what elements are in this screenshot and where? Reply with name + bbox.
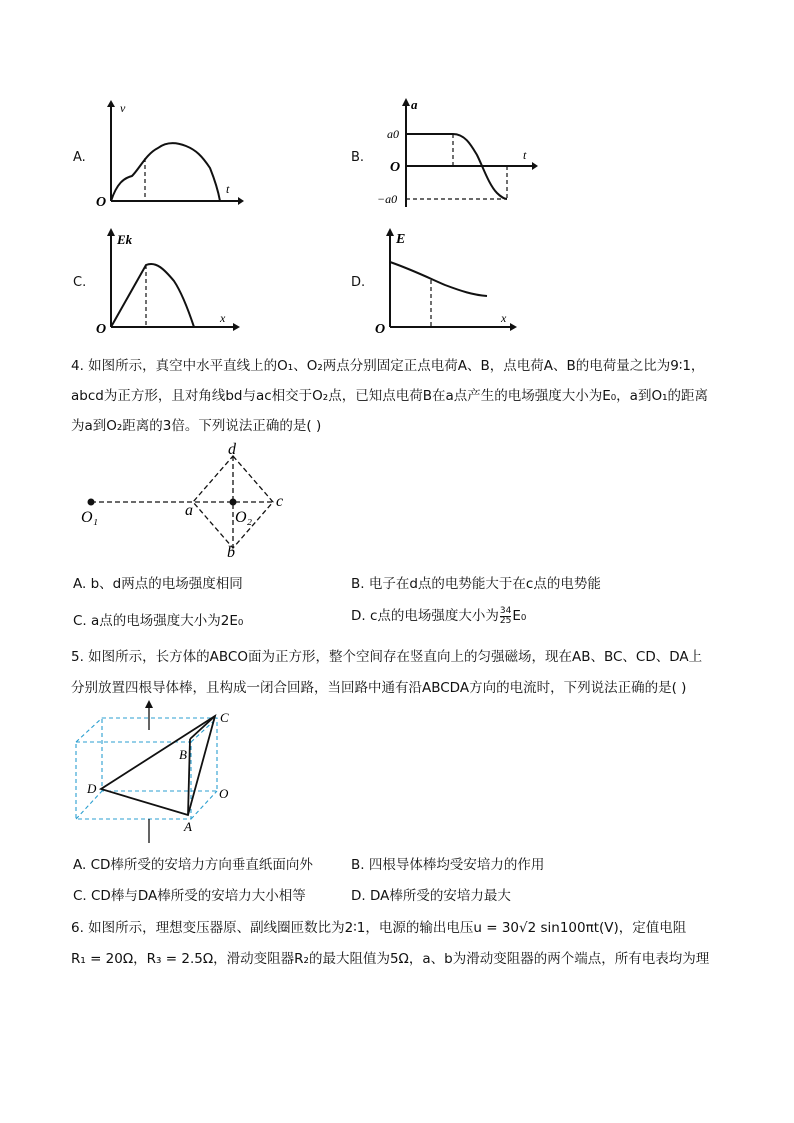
q5-option-a: A. CD棒所受的安培力方向垂直纸面向外	[73, 857, 313, 873]
q4-option-b: B. 电子在d点的电势能大于在c点的电势能	[351, 576, 601, 592]
q4-label-a: a	[185, 502, 193, 519]
q5-stem-line1: 5. 如图所示，长方体的ABCO面为正方形，整个空间存在竖直向上的匀强磁场，现在AB、BC、CD、DA上	[71, 649, 703, 665]
graph-d	[373, 225, 518, 337]
option-d-label: D.	[351, 275, 366, 290]
graph-b	[373, 95, 538, 210]
q5-stem-line2: 分别放置四根导体棒，且构成一闭合回路，当回路中通有沿ABCDA方向的电流时，下列说法正确的是( )	[71, 680, 687, 696]
q5-option-b: B. 四根导体棒均受安培力的作用	[351, 857, 545, 873]
q4-stem-line3: 为a到O₂距离的3倍。下列说法正确的是( )	[71, 418, 322, 434]
q4-option-c: C. a点的电场强度大小为2E₀	[73, 613, 244, 629]
q5-label-o: O	[219, 786, 229, 801]
graph-b-y-label: a	[411, 97, 418, 112]
q5-label-d: D	[87, 781, 97, 796]
q4-stem-line2: abcd为正方形，且对角线bd与ac相交于O₂点，已知点电荷B在a点产生的电场强度大小为E₀，a到O₁的距离	[71, 388, 708, 404]
graph-d-x-label: x	[501, 311, 507, 325]
graph-c	[92, 225, 240, 337]
graph-b-x-label: t	[523, 148, 527, 162]
q4-option-d-suffix: E₀	[512, 608, 527, 624]
graph-d-y-label: E	[396, 232, 406, 247]
q4-stem-line1: 4. 如图所示，真空中水平直线上的O₁、O₂两点分别固定正点电荷A、B，点电荷A、B的电荷量之比为9∶1，	[71, 358, 705, 374]
graph-c-origin: O	[96, 322, 107, 337]
graph-c-y-label: Ek	[117, 232, 133, 247]
graph-a-y-label: v	[120, 101, 126, 115]
q5-label-a: A	[184, 819, 192, 834]
option-b-label: B.	[351, 150, 365, 165]
q4-option-d-prefix: D. c点的电场强度大小为	[351, 608, 499, 624]
q4-label-d: d	[228, 442, 236, 458]
q4-option-d-numerator: 34	[499, 605, 512, 616]
graph-d-origin: O	[375, 322, 386, 337]
graph-a-x-label: t	[226, 182, 230, 196]
graph-a-origin: O	[96, 195, 107, 210]
q5-label-c: C	[220, 710, 229, 725]
q5-label-b: B	[179, 747, 187, 762]
q6-stem-line2: R₁ = 20Ω，R₃ = 2.5Ω，滑动变阻器R₂的最大阻值为5Ω，a、b为滑动变阻器的两个端点，所有电表均为理	[71, 951, 710, 967]
q6-stem-line1: 6. 如图所示，理想变压器原、副线圈匝数比为2∶1，电源的输出电压u = 30√2 sin100πt(V)，定值电阻	[71, 920, 687, 936]
graph-c-x-label: x	[220, 311, 226, 325]
q5-option-c: C. CD棒与DA棒所受的安培力大小相等	[73, 888, 306, 904]
q4-option-d	[351, 604, 526, 626]
option-c-label: C.	[73, 275, 87, 290]
q4-option-a: A. b、d两点的电场强度相同	[73, 576, 243, 592]
graph-b-top-tick: a0	[387, 127, 399, 141]
q4-option-d-fraction	[500, 607, 511, 626]
graph-b-bottom-tick: −a0	[377, 192, 398, 206]
graph-b-origin: O	[390, 160, 401, 175]
option-a-label: A.	[73, 150, 86, 165]
graph-a	[92, 98, 244, 212]
q5-option-d: D. DA棒所受的安培力最大	[351, 888, 511, 904]
q4-option-d-denominator: 25	[499, 615, 512, 626]
q5-figure	[70, 700, 245, 845]
q4-label-b: b	[227, 544, 235, 560]
q4-label-o2: O₂	[235, 509, 253, 526]
q4-label-c: c	[276, 493, 284, 510]
q4-figure	[75, 442, 295, 560]
q4-label-o1: O₁	[81, 509, 99, 526]
